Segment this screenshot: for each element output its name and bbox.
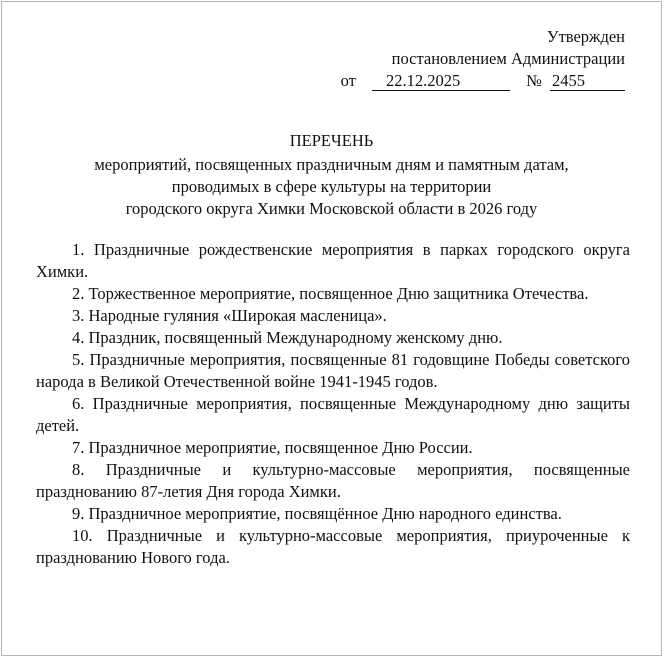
- title-subtitle-line: городского округа Химки Московской области в 2026 году: [125, 199, 538, 218]
- list-item: 9. Праздничное мероприятие, посвящённое Дню народного единства.: [72, 504, 562, 523]
- approval-number-label: №: [526, 71, 542, 90]
- approval-number: 2455: [550, 72, 625, 91]
- list-item: 5. Праздничные мероприятия, посвященные 81 годовщине Победы советского народа в Великой Отечественной войне 1941-1945 годов.: [36, 350, 630, 391]
- approval-line-1: Утвержден: [546, 27, 625, 46]
- list-item: 4. Праздник, посвященный Международному женскому дню.: [72, 328, 503, 347]
- list-item: 10. Праздничные и культурно-массовые мероприятия, приуроченные к празднованию Нового года.: [36, 526, 630, 567]
- approval-date-number-line: [325, 70, 625, 92]
- list-item: 3. Народные гуляния «Широкая масленица».: [72, 306, 387, 325]
- title-subtitle-line: мероприятий, посвященных праздничным дням и памятным датам,: [94, 155, 569, 174]
- approval-from-label: от: [340, 71, 356, 90]
- approval-block: [325, 26, 625, 92]
- approval-line-2: постановлением Администрации: [391, 49, 625, 68]
- list-item: 6. Праздничные мероприятия, посвященные Международному дню защиты детей.: [36, 394, 630, 435]
- approval-date: 22.12.2025: [372, 72, 510, 91]
- events-list: [36, 239, 630, 569]
- list-item: 2. Торжественное мероприятие, посвященное Дню защитника Отечества.: [72, 284, 589, 303]
- title-subtitle-line: проводимых в сфере культуры на территории: [171, 177, 492, 196]
- list-item: 7. Праздничное мероприятие, посвященное Дню России.: [72, 438, 473, 457]
- document-page: [1, 1, 662, 656]
- title-heading: ПЕРЕЧЕНЬ: [289, 131, 374, 150]
- list-item: 8. Праздничные и культурно-массовые мероприятия, посвященные празднованию 87-летия Дня города Химки.: [36, 460, 630, 501]
- document-title: [24, 130, 639, 220]
- list-item: 1. Праздничные рождественские мероприятия в парках городского округа Химки.: [36, 240, 630, 281]
